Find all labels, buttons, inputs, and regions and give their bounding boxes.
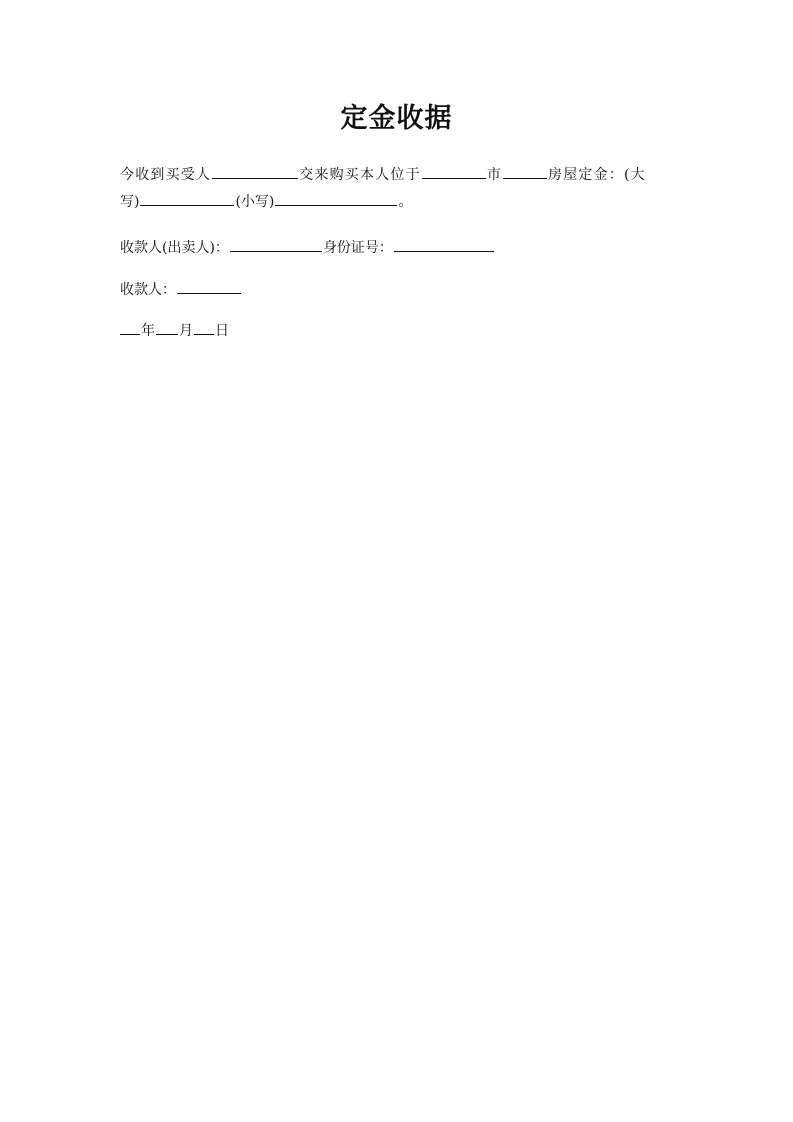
payee-blank bbox=[177, 278, 241, 294]
amount-lowercase-blank bbox=[275, 190, 397, 206]
property-blank bbox=[503, 163, 547, 179]
receipt-text-line-2 bbox=[120, 189, 680, 216]
amount-uppercase-blank bbox=[140, 190, 234, 206]
year-label: 年 bbox=[141, 323, 155, 339]
city-blank bbox=[422, 163, 486, 179]
payee-seller-blank bbox=[230, 236, 322, 252]
received-from-label: 今收到买受人 bbox=[120, 167, 212, 183]
month-label: 月 bbox=[179, 323, 193, 339]
payee-label: 收款人： bbox=[120, 282, 176, 298]
document-title: 定金收据 bbox=[340, 103, 453, 134]
purchase-location-label: 交来购买本人位于 bbox=[299, 167, 421, 183]
period-mark: 。 bbox=[398, 194, 413, 210]
lowercase-label: (小写) bbox=[235, 194, 275, 210]
day-label: 日 bbox=[215, 323, 229, 339]
date-line bbox=[120, 318, 680, 345]
city-label: 市 bbox=[486, 167, 503, 183]
payee-line bbox=[120, 277, 680, 304]
day-blank bbox=[194, 319, 214, 335]
id-number-blank bbox=[394, 236, 494, 252]
deposit-uppercase-label: 房屋定金：(大 bbox=[548, 167, 646, 183]
uppercase-suffix-label: 写) bbox=[120, 194, 140, 210]
year-blank bbox=[120, 319, 140, 335]
month-blank bbox=[156, 319, 178, 335]
payee-seller-line bbox=[120, 235, 680, 262]
receipt-text-line-1 bbox=[120, 162, 680, 189]
payee-seller-label: 收款人(出卖人)： bbox=[120, 240, 229, 256]
buyer-name-blank bbox=[212, 163, 298, 179]
id-number-label: 身份证号： bbox=[322, 240, 393, 256]
